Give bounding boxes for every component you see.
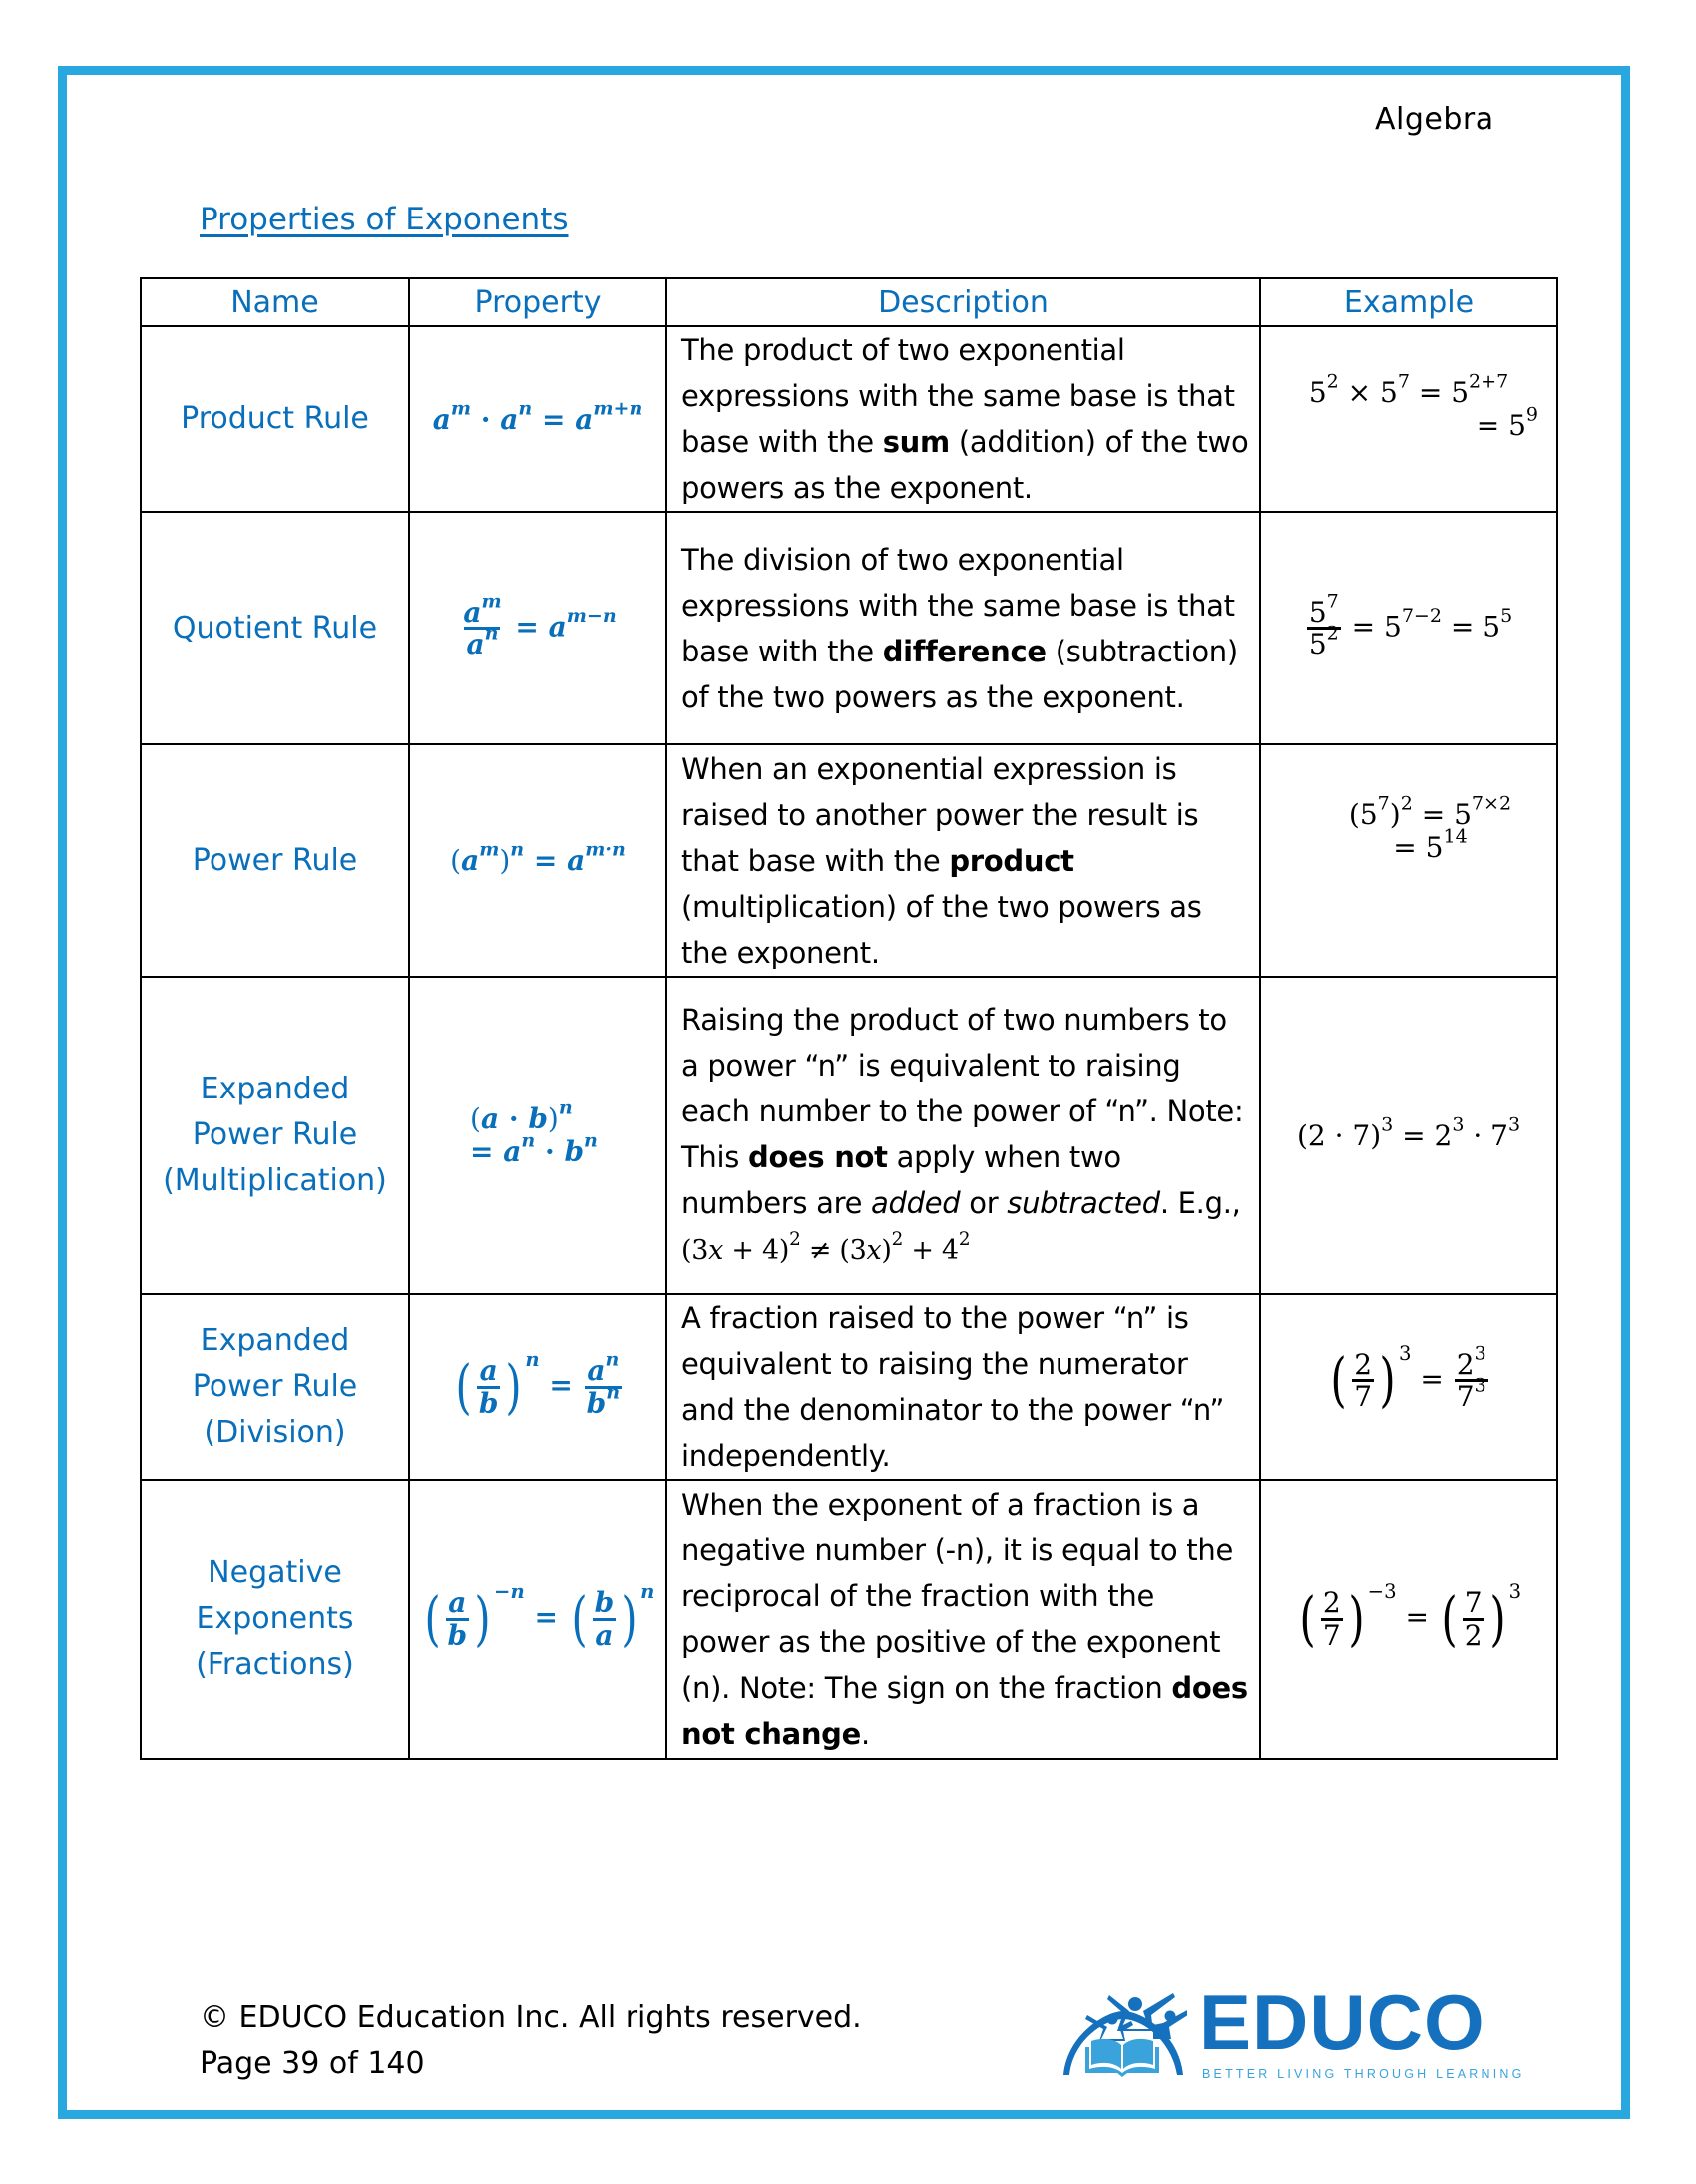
rule-name: Expanded Power Rule (Division) [141, 1294, 409, 1480]
rule-example: $\frac{5^7}{5^2}$ = $5^{7-2} = 5^5$ [1260, 512, 1557, 744]
rule-description: The product of two exponential expressions with the same base is that base with the sum (addition) of the two powers as the exponent. [666, 326, 1260, 512]
rule-name: Negative Exponents (Fractions) [141, 1480, 409, 1759]
table-row [141, 744, 1557, 977]
table-row [141, 1294, 1557, 1480]
column-header-name: Name [141, 278, 409, 326]
rule-example: ( $\frac{2}{7}$ ) −3 = ( $\frac{7}{2}$ ) 3 [1260, 1480, 1557, 1759]
people-over-open-book-icon [1058, 1973, 1187, 2079]
table-row [141, 326, 1557, 512]
rule-example: $(5^7)^2 = 5^{7\times 2}$ = $5^{14}$ [1260, 744, 1557, 977]
rule-description: When the exponent of a fraction is a negative number (-n), it is equal to the reciprocal of the fraction with the power as the positive of the exponent (n). Note: The sign on the fraction does not change. [666, 1480, 1260, 1759]
page-title: Properties of Exponents [200, 202, 569, 237]
column-header-example: Example [1260, 278, 1557, 326]
rule-name: Product Rule [141, 326, 409, 512]
exponent-properties-table [140, 277, 1558, 1760]
rule-property-formula: ( $\frac{a}{b}$ ) n = $\frac{a^n}{b^n}$ [409, 1294, 666, 1480]
logo-tagline: BETTER LIVING THROUGH LEARNING [1202, 2067, 1525, 2081]
table-row [141, 977, 1557, 1294]
rule-property-formula: $(a \cdot b)^n$ = $a^n \cdot b^n$ [409, 977, 666, 1294]
rule-description: Raising the product of two numbers to a power “n” is equivalent to raising each number to the power of “n”. Note: This does not apply when two numbers are added or subtracted. E.g., $(3x + 4)^2 \ne (3x)^2 + 4^2$ [666, 977, 1260, 1294]
rule-property-formula: $a^m \cdot a^n = a^{m+n}$ [409, 326, 666, 512]
rule-name: Quotient Rule [141, 512, 409, 744]
educo-logo [1058, 1973, 1525, 2083]
rule-example: ( $\frac{2}{7}$ ) 3 = $\frac{2^3}{7^3}$ [1260, 1294, 1557, 1480]
rule-example: $(2 \cdot 7)^3 = 2^3 \cdot 7^3$ [1260, 977, 1557, 1294]
rule-property-formula: $(a^m)^n = a^{m\cdot n}$ [409, 744, 666, 977]
rule-description: When an exponential expression is raised to another power the result is that base with the product (multiplication) of the two powers as the exponent. [666, 744, 1260, 977]
table-row [141, 512, 1557, 744]
rule-example: $5^2 \times 5^7 = 5^{2+7}$ = $5^9$ [1260, 326, 1557, 512]
rule-name: Power Rule [141, 744, 409, 977]
rule-name: Expanded Power Rule (Multiplication) [141, 977, 409, 1294]
rule-description: The division of two exponential expressions with the same base is that base with the difference (subtraction) of the two powers as the exponent. [666, 512, 1260, 744]
page-number: Page 39 of 140 [200, 2046, 425, 2081]
column-header-property: Property [409, 278, 666, 326]
table-header-row [141, 278, 1557, 326]
subject-header: Algebra [1375, 102, 1494, 137]
rule-property-formula: ( $\frac{a}{b}$ ) −n = ( $\frac{b}{a}$ ) n [409, 1480, 666, 1759]
rule-property-formula: $\frac{a^m}{a^n}$ = $a^{m-n}$ [409, 512, 666, 744]
table-row [141, 1480, 1557, 1759]
rule-description: A fraction raised to the power “n” is equivalent to raising the numerator and the denominator to the power “n” independently. [666, 1294, 1260, 1480]
logo-wordmark: EDUCO [1199, 1978, 1485, 2066]
copyright-notice: © EDUCO Education Inc. All rights reserved. [200, 2000, 862, 2035]
column-header-description: Description [666, 278, 1260, 326]
